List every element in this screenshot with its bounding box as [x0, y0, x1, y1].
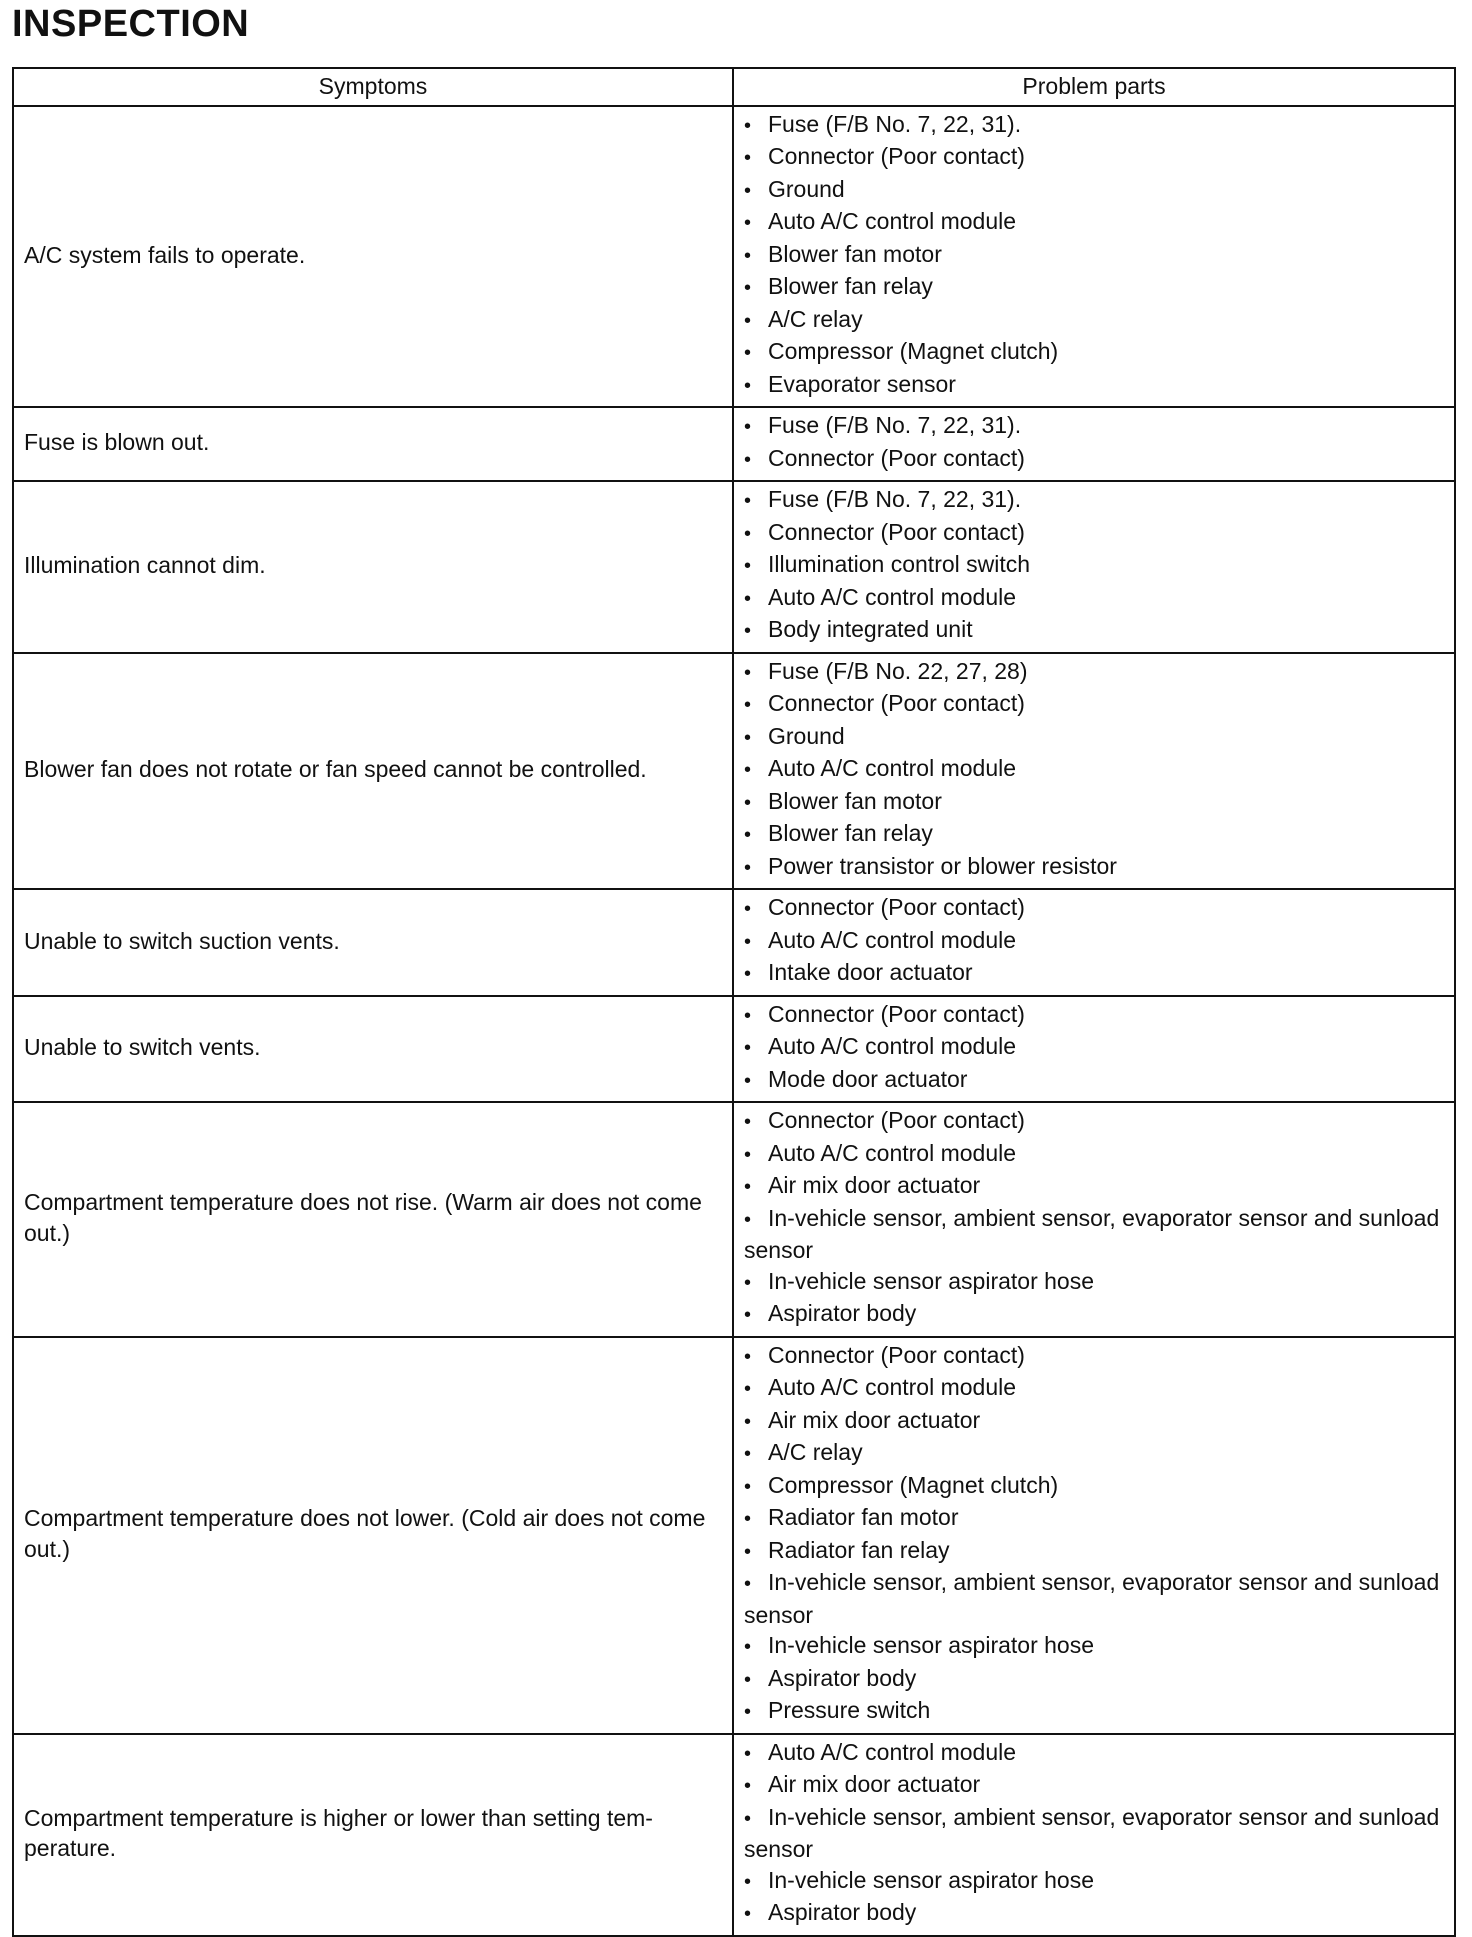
problem-part-item — [744, 369, 1444, 402]
problem-part-text: A/C relay — [768, 305, 863, 332]
problem-part-text: Connector (Poor contact) — [768, 894, 1025, 920]
problem-part-text: Auto A/C control module — [768, 208, 1017, 234]
problem-part-text: Connector (Poor contact) — [768, 444, 1025, 471]
problem-parts-cell — [733, 1102, 1455, 1337]
problem-part-item — [744, 892, 1444, 925]
problem-part-item — [744, 174, 1444, 207]
table-row — [13, 996, 1455, 1103]
problem-part-text: Aspirator body — [768, 1300, 917, 1326]
problem-part-text: Compressor (Magnet clutch) — [768, 338, 1059, 364]
symptom-cell: Compartment temperature does not lower. (Cold air does not come out.) — [13, 1337, 733, 1734]
problem-part-text: Blower fan relay — [768, 273, 933, 299]
problem-part-text: Auto A/C control module — [768, 1139, 1017, 1166]
problem-part-text: Radiator fan motor — [768, 1504, 959, 1530]
table-body — [13, 106, 1455, 1936]
problem-part-text: Auto A/C control module — [768, 583, 1017, 610]
problem-part-text: Body integrated unit — [768, 616, 973, 642]
problem-parts-list — [744, 410, 1444, 475]
header-problem-parts: Problem parts — [733, 68, 1455, 106]
table-row — [13, 1102, 1455, 1337]
symptom-cell: Compartment temperature is higher or lower than setting tem-perature. — [13, 1734, 733, 1936]
problem-part-item — [744, 549, 1444, 582]
table-row — [13, 407, 1455, 481]
problem-part-item — [744, 1502, 1444, 1535]
problem-part-text: Air mix door actuator — [768, 1406, 981, 1433]
problem-part-text: Air mix door actuator — [768, 1771, 981, 1797]
problem-part-text: Radiator fan relay — [768, 1536, 950, 1563]
table-row — [13, 481, 1455, 653]
inspection-table — [12, 67, 1456, 1937]
problem-parts-cell — [733, 407, 1455, 481]
problem-part-text: Fuse (F/B No. 7, 22, 31). — [768, 412, 1022, 438]
problem-part-text: Auto A/C control module — [768, 755, 1017, 781]
problem-part-text: In-vehicle sensor, ambient sensor, evaporator sensor and sunload sensor — [744, 1803, 1440, 1862]
problem-part-text: Fuse (F/B No. 7, 22, 31). — [768, 110, 1022, 137]
problem-part-text: Blower fan motor — [768, 240, 942, 267]
problem-part-item — [744, 1405, 1444, 1438]
problem-part-item — [744, 582, 1444, 615]
problem-part-item — [744, 1802, 1444, 1865]
symptom-cell: Unable to switch suction vents. — [13, 889, 733, 996]
problem-parts-cell — [733, 1734, 1455, 1936]
symptom-cell: A/C system fails to operate. — [13, 106, 733, 408]
problem-part-item — [744, 1769, 1444, 1802]
problem-part-item — [744, 1535, 1444, 1568]
problem-part-item — [744, 1340, 1444, 1373]
problem-part-text: Mode door actuator — [768, 1065, 968, 1092]
problem-part-text: Connector (Poor contact) — [768, 1107, 1025, 1133]
problem-parts-list — [744, 999, 1444, 1097]
problem-part-item — [744, 1663, 1444, 1696]
problem-part-text: In-vehicle sensor aspirator hose — [768, 1866, 1094, 1893]
problem-part-text: Blower fan relay — [768, 820, 933, 846]
problem-part-item — [744, 753, 1444, 786]
problem-part-item — [744, 206, 1444, 239]
problem-part-item — [744, 109, 1444, 142]
problem-part-text: In-vehicle sensor, ambient sensor, evaporator sensor and sunload sensor — [744, 1569, 1440, 1628]
problem-part-text: Connector (Poor contact) — [768, 1000, 1025, 1027]
problem-part-item — [744, 1170, 1444, 1203]
problem-parts-cell — [733, 481, 1455, 653]
problem-part-text: Auto A/C control module — [768, 1374, 1017, 1400]
problem-part-text: Connector (Poor contact) — [768, 1341, 1025, 1368]
problem-part-item — [744, 1138, 1444, 1171]
symptom-cell: Unable to switch vents. — [13, 996, 733, 1103]
problem-part-item — [744, 1298, 1444, 1331]
problem-part-item — [744, 1695, 1444, 1728]
problem-part-item — [744, 1064, 1444, 1097]
problem-part-item — [744, 786, 1444, 819]
problem-part-text: Fuse (F/B No. 7, 22, 31). — [768, 486, 1022, 512]
problem-part-item — [744, 1203, 1444, 1266]
problem-part-text: Auto A/C control module — [768, 1738, 1017, 1765]
problem-parts-list — [744, 656, 1444, 884]
problem-parts-list — [744, 484, 1444, 647]
problem-part-text: Connector (Poor contact) — [768, 518, 1025, 545]
page-title: INSPECTION — [12, 3, 250, 45]
problem-part-item — [744, 818, 1444, 851]
problem-part-text: Illumination control switch — [768, 551, 1031, 577]
problem-part-text: Air mix door actuator — [768, 1172, 981, 1198]
problem-parts-list — [744, 1340, 1444, 1728]
problem-part-text: Ground — [768, 722, 845, 749]
problem-parts-list — [744, 1737, 1444, 1930]
problem-part-text: Compressor (Magnet clutch) — [768, 1471, 1059, 1498]
problem-parts-cell — [733, 1337, 1455, 1734]
problem-parts-cell — [733, 653, 1455, 890]
problem-part-text: Power transistor or blower resistor — [768, 852, 1117, 879]
problem-part-item — [744, 1737, 1444, 1770]
problem-part-item — [744, 1266, 1444, 1299]
problem-part-item — [744, 517, 1444, 550]
problem-parts-list — [744, 892, 1444, 990]
table-row — [13, 1337, 1455, 1734]
problem-part-text: Intake door actuator — [768, 959, 973, 985]
problem-part-item — [744, 271, 1444, 304]
problem-part-text: Pressure switch — [768, 1697, 931, 1723]
table-row — [13, 106, 1455, 408]
problem-part-text: Blower fan motor — [768, 787, 942, 814]
problem-part-item — [744, 999, 1444, 1032]
symptom-cell: Illumination cannot dim. — [13, 481, 733, 653]
table-row — [13, 889, 1455, 996]
problem-part-item — [744, 1031, 1444, 1064]
problem-part-item — [744, 410, 1444, 443]
problem-part-text: Fuse (F/B No. 22, 27, 28) — [768, 657, 1028, 684]
problem-part-item — [744, 1630, 1444, 1663]
problem-part-item — [744, 1897, 1444, 1930]
problem-part-text: In-vehicle sensor aspirator hose — [768, 1632, 1094, 1658]
problem-part-item — [744, 614, 1444, 647]
problem-part-item — [744, 1437, 1444, 1470]
table-row — [13, 1734, 1455, 1936]
problem-part-text: Aspirator body — [768, 1899, 917, 1925]
problem-part-item — [744, 656, 1444, 689]
problem-part-text: A/C relay — [768, 1439, 863, 1465]
problem-part-item — [744, 721, 1444, 754]
problem-part-item — [744, 304, 1444, 337]
problem-part-item — [744, 336, 1444, 369]
problem-part-item — [744, 957, 1444, 990]
problem-parts-list — [744, 1105, 1444, 1331]
problem-part-item — [744, 1470, 1444, 1503]
problem-part-text: Connector (Poor contact) — [768, 143, 1025, 169]
problem-parts-list — [744, 109, 1444, 402]
table-row — [13, 653, 1455, 890]
problem-part-text: Evaporator sensor — [768, 370, 956, 397]
problem-part-item — [744, 239, 1444, 272]
problem-part-item — [744, 925, 1444, 958]
problem-parts-cell — [733, 889, 1455, 996]
symptom-cell: Blower fan does not rotate or fan speed cannot be controlled. — [13, 653, 733, 890]
symptom-cell: Fuse is blown out. — [13, 407, 733, 481]
problem-part-item — [744, 1372, 1444, 1405]
problem-part-item — [744, 443, 1444, 476]
symptom-cell: Compartment temperature does not rise. (Warm air does not come out.) — [13, 1102, 733, 1337]
problem-parts-cell — [733, 106, 1455, 408]
problem-part-text: Auto A/C control module — [768, 926, 1017, 953]
header-symptoms: Symptoms — [13, 68, 733, 106]
problem-part-item — [744, 141, 1444, 174]
problem-part-text: In-vehicle sensor, ambient sensor, evaporator sensor and sunload sensor — [744, 1204, 1440, 1263]
problem-part-text: Ground — [768, 175, 845, 202]
header-row — [13, 68, 1455, 106]
problem-part-item — [744, 1567, 1444, 1630]
problem-part-item — [744, 1865, 1444, 1898]
problem-part-text: Aspirator body — [768, 1664, 917, 1691]
problem-part-item — [744, 1105, 1444, 1138]
problem-part-item — [744, 688, 1444, 721]
problem-part-text: In-vehicle sensor aspirator hose — [768, 1267, 1094, 1294]
problem-part-text: Auto A/C control module — [768, 1033, 1017, 1059]
problem-part-text: Connector (Poor contact) — [768, 690, 1025, 716]
problem-part-item — [744, 851, 1444, 884]
problem-parts-cell — [733, 996, 1455, 1103]
problem-part-item — [744, 484, 1444, 517]
